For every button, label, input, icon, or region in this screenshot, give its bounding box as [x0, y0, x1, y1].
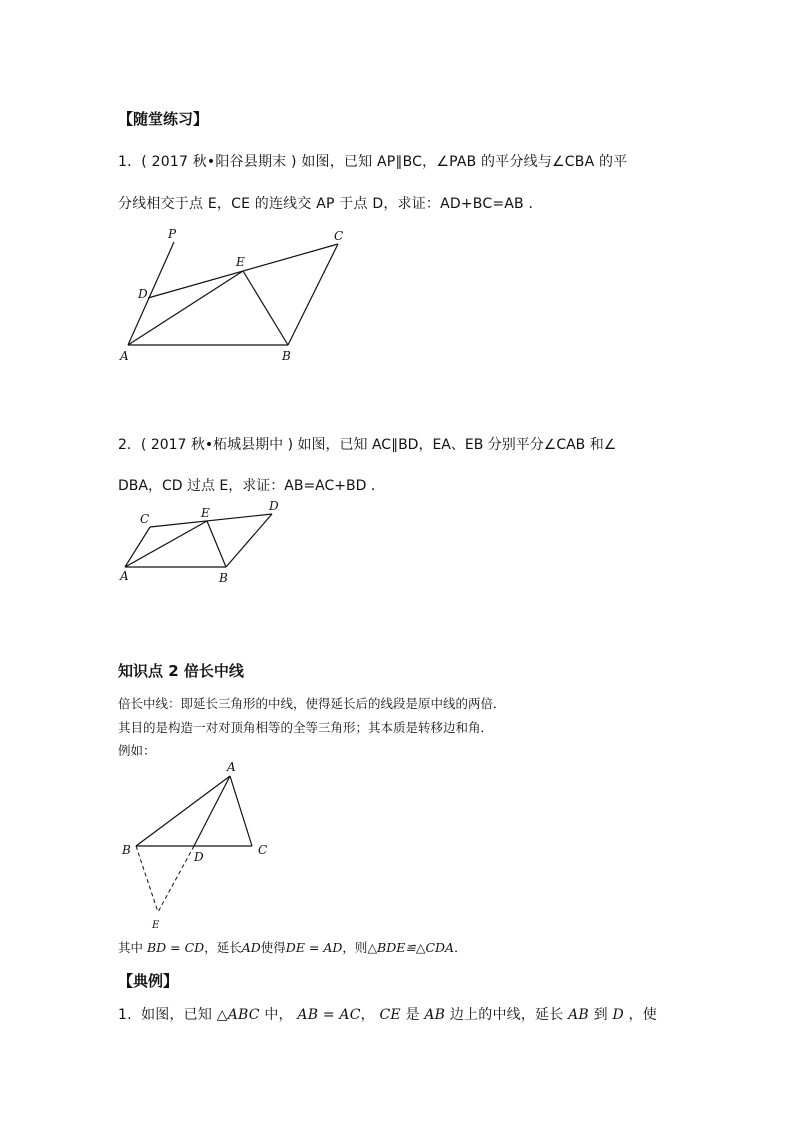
- example1-m6: D: [612, 1007, 624, 1023]
- p2-label-C: C: [140, 512, 150, 526]
- knowledge-heading: 知识点 2 倍长中线: [118, 662, 244, 680]
- example1-t4: 是: [405, 1007, 420, 1023]
- p2-label-E: E: [201, 506, 210, 520]
- example1-m5: AB: [568, 1007, 589, 1023]
- p1-label-B: B: [282, 349, 291, 363]
- caption-math-congruent: △BDE≌△CDA: [367, 940, 455, 955]
- m-line-DE: [158, 846, 194, 912]
- example1-t1: 如图，已知: [141, 1007, 213, 1023]
- problem1-line1: 1．( 2017 秋•阳谷县期末 ) 如图，已知 AP∥BC，∠PAB 的平分线与∠CBA 的平: [118, 154, 628, 170]
- p1-label-P: P: [168, 227, 177, 241]
- example-heading: 【典例】: [118, 972, 179, 990]
- m-line-AC: [230, 776, 252, 846]
- caption-math-ad: AD: [241, 940, 261, 955]
- problem1-line2: 分线相交于点 E，CE 的连线交 AP 于点 D，求证：AD+BC=AB ．: [118, 196, 543, 212]
- m-line-AB: [136, 776, 230, 846]
- m-label-C: C: [258, 843, 268, 857]
- p1-label-D: D: [138, 287, 148, 301]
- p1-label-A: A: [120, 349, 129, 363]
- caption-math-bd-cd: BD = CD: [146, 940, 205, 955]
- caption-t1: ，延长: [204, 940, 242, 955]
- example1-num: 1.: [118, 1007, 132, 1023]
- knowledge-line2: 其目的是构造一对对顶角相等的全等三角形；其本质是转移边和角．: [118, 720, 494, 735]
- example1-m2: AB = AC: [297, 1007, 361, 1023]
- m-label-B: B: [122, 843, 131, 857]
- p1-label-E: E: [236, 255, 245, 269]
- example1-m3: CE: [379, 1007, 401, 1023]
- m-label-D: D: [194, 850, 204, 864]
- example1-t6: 到: [593, 1007, 608, 1023]
- p2-label-D: D: [269, 499, 279, 513]
- example1-m4: AB: [424, 1007, 446, 1023]
- m-line-AD: [194, 776, 230, 846]
- p2-label-A: A: [120, 569, 129, 583]
- m-label-E: E: [152, 920, 160, 931]
- example1-t2: 中，: [264, 1007, 293, 1023]
- caption-t3: ，则: [342, 940, 368, 955]
- caption-math-de-ad: DE = AD: [285, 940, 343, 955]
- p2-label-B: B: [219, 571, 228, 585]
- example1-t5: 边上的中线，延长: [449, 1007, 564, 1023]
- p1-label-C: C: [334, 229, 344, 243]
- problem2-line2: DBA，CD 过点 E，求证：AB=AC+BD ．: [118, 478, 385, 494]
- knowledge-line1: 倍长中线：即延长三角形的中线，使得延长后的线段是原中线的两倍．: [118, 696, 506, 711]
- m-line-BE: [136, 846, 158, 912]
- example-label: 例如：: [118, 743, 156, 758]
- median-caption: [118, 938, 467, 956]
- caption-end: ．: [454, 940, 467, 955]
- practice-heading: 【随堂练习】: [118, 110, 209, 128]
- m-label-A: A: [227, 760, 236, 774]
- caption-pre: 其中: [118, 940, 147, 955]
- caption-t2: 使得: [260, 940, 286, 955]
- problem2-line1: 2．( 2017 秋•柘城县期中 ) 如图，已知 AC∥BD，EA、EB 分别平分∠CAB 和∠: [118, 437, 617, 453]
- example1-t7: ，使: [628, 1007, 657, 1023]
- example1-m1: △ABC: [216, 1007, 260, 1023]
- example1-line1: [118, 1004, 657, 1024]
- example1-t3: ，: [360, 1007, 375, 1023]
